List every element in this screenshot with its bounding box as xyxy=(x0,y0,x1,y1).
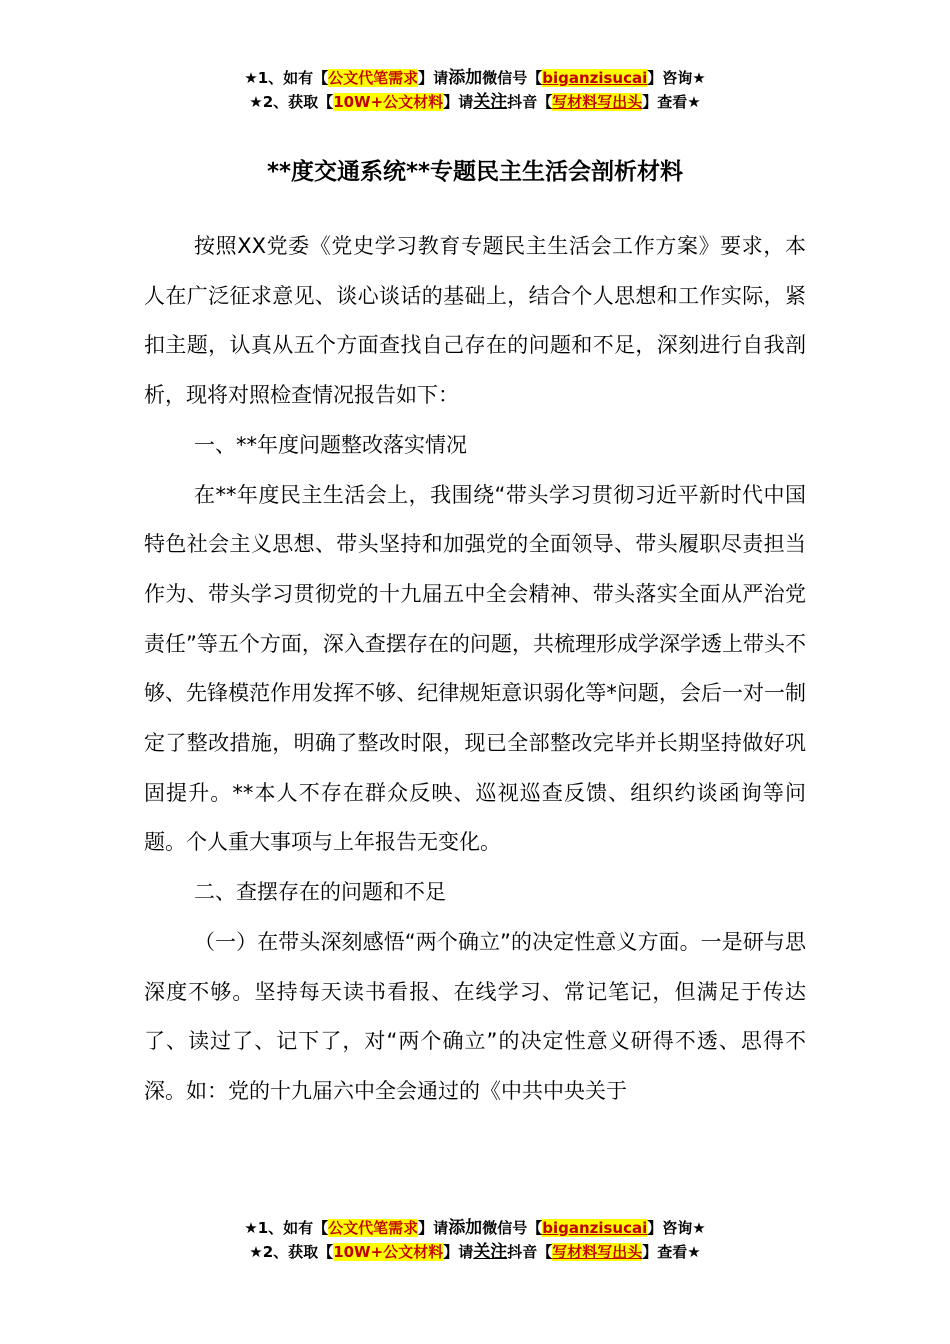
highlight-service: 公文代笔需求 xyxy=(328,69,419,87)
star-icon: ★ xyxy=(244,1219,258,1237)
highlight-materials: 10W+公文材料 xyxy=(333,93,444,111)
section-heading-1: 一、**年度问题整改落实情况 xyxy=(194,432,467,457)
footer-promo xyxy=(0,1216,950,1264)
star-icon: ★ xyxy=(249,93,263,111)
highlight-materials: 10W+公文材料 xyxy=(333,1243,444,1261)
wechat-id-link[interactable]: biganzisucai xyxy=(542,69,648,87)
douyin-account-link[interactable]: 写材料写出头 xyxy=(552,93,643,111)
section-heading-2: 二、查摆存在的问题和不足 xyxy=(194,880,446,905)
paragraph-problems: （一）在带头深刻感悟“两个确立”的决定性意义方面。一是研与思深度不够。坚持每天读书看报、在线学习、常记笔记，但满足于传达了、读过了、记下了，对“两个确立”的决定性意义研得不透、思得不深。如：党的十九届六中全会通过的《中共中央关于 xyxy=(144,929,806,1103)
footer-promo-line-2: ★2、获取【10W+公文材料】请关注抖音【写材料写出头】查看★ xyxy=(249,1242,701,1262)
highlight-service: 公文代笔需求 xyxy=(328,1219,419,1237)
header-promo-line-1: ★1、如有【公文代笔需求】请添加微信号【biganzisucai】咨询★ xyxy=(244,68,706,88)
star-icon: ★ xyxy=(249,1243,263,1261)
douyin-account-link[interactable]: 写材料写出头 xyxy=(552,1243,643,1261)
document-title: **度交通系统**专题民主生活会剖析材料 xyxy=(266,159,684,185)
star-icon: ★ xyxy=(244,69,258,87)
document-body xyxy=(144,222,806,1117)
paragraph-intro: 按照XX党委《党史学习教育专题民主生活会工作方案》要求，本人在广泛征求意见、谈心谈话的基础上，结合个人思想和工作实际，紧扣主题，认真从五个方面查找自己存在的问题和不足，深刻进行自我剖析，现将对照检查情况报告如下： xyxy=(144,234,806,408)
header-promo-line-2: ★2、获取【10W+公文材料】请关注抖音【写材料写出头】查看★ xyxy=(249,92,701,112)
header-promo xyxy=(0,66,950,114)
paragraph-rectification: 在**年度民主生活会上，我围绕“带头学习贯彻习近平新时代中国特色社会主义思想、带头坚持和加强党的全面领导、带头履职尽责担当作为、带头学习贯彻党的十九届五中全会精神、带头落实全面从严治党责任”等五个方面，深入查摆存在的问题，共梳理形成学深学透上带头不够、先锋模范作用发挥不够、纪律规矩意识弱化等*问题，会后一对一制定了整改措施，明确了整改时限，现已全部整改完毕并长期坚持做好巩固提升。**本人不存在群众反映、巡视巡查反馈、组织约谈函询等问题。个人重大事项与上年报告无变化。 xyxy=(144,482,806,855)
footer-promo-line-1: ★1、如有【公文代笔需求】请添加微信号【biganzisucai】咨询★ xyxy=(244,1218,706,1238)
wechat-id-link[interactable]: biganzisucai xyxy=(542,1219,648,1237)
